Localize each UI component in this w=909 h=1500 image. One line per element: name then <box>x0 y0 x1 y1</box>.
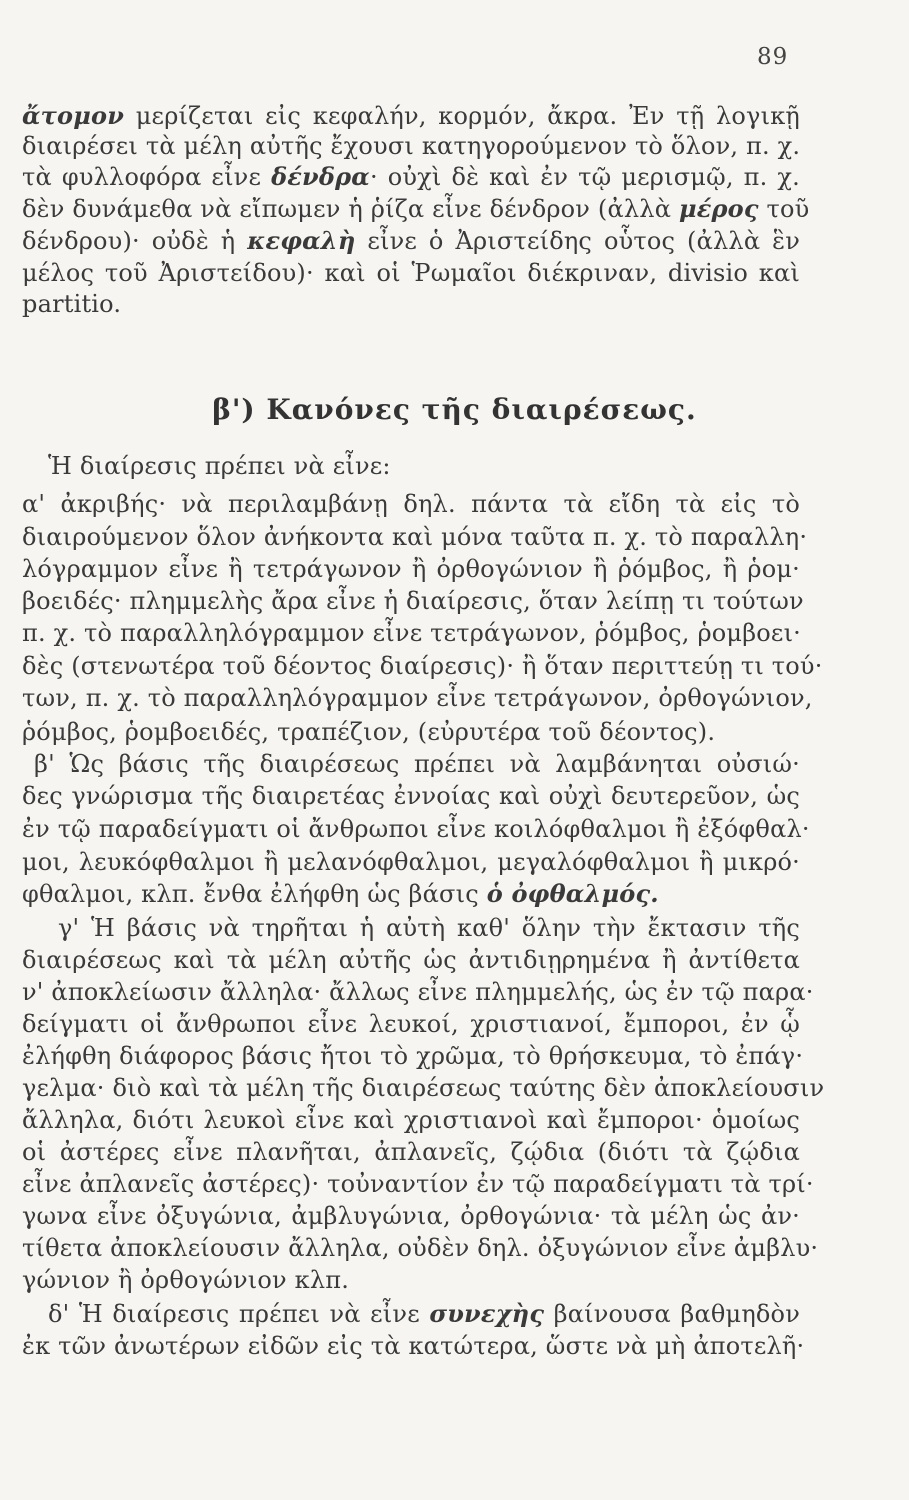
text-run: δένδρου)· οὐδὲ ἡ <box>22 227 248 255</box>
text-run: εἶνε ἀπλανεῖς ἀστέρες)· τοὐναντίον ἐν τῷ παραδείγματι τὰ τρί· <box>22 1170 814 1198</box>
text-run: βαίνουσα βαθμηδὸν <box>544 1300 800 1328</box>
text-line <box>22 682 813 714</box>
text-run: δες γνώρισμα τῆς διαιρετέας ἐννοίας καὶ οὐχὶ δευτερεῦον, ὡς <box>22 782 800 810</box>
text-line <box>48 450 800 482</box>
text-run: ν' ἀποκλείωσιν ἄλληλα· ἄλλως εἶνε πλημμελής, ὡς ἐν τῷ παρα· <box>22 978 814 1006</box>
text-line <box>22 193 810 225</box>
text-line <box>22 1264 800 1296</box>
text-run: φθαλμοι, κλπ. ἔνθα ἐλήφθη ὡς βάσις <box>22 880 487 908</box>
text-line <box>22 521 808 553</box>
text-run: ἄλληλα, διότι λευκοὶ εἶνε καὶ χριστιανοὶ καὶ ἔμποροι· ὁμοίως <box>22 1106 800 1134</box>
text-line <box>22 780 800 812</box>
text-run: γώνιον ἢ ὀρθογώνιον κλπ. <box>22 1266 350 1294</box>
emphasized-term: ὁ ὀφθαλμός. <box>486 879 659 908</box>
text-line <box>22 813 810 845</box>
text-run: δ' Ἡ διαίρεσις πρέπει νὰ εἶνε <box>48 1300 430 1328</box>
text-run: δὲς (στενωτέρα τοῦ δέοντος διαίρεσις)· ἢ ὅταν περιττεύῃ τι τού· <box>22 652 823 680</box>
emphasized-term: συνεχὴς <box>429 1299 545 1328</box>
text-line <box>22 585 804 617</box>
text-run: εἶνε ὁ Ἀριστείδης οὗτος (ἀλλὰ ἓν <box>355 227 800 255</box>
text-run: των, π. χ. τὸ παραλληλόγραμμον εἶνε τετράγωνον, ὀρθογώνιον, <box>22 684 813 712</box>
emphasized-term: ἄτομον <box>22 101 125 130</box>
text-run: partitio. <box>22 290 122 318</box>
text-run: γελμα· διὸ καὶ τὰ μέλη τῆς διαιρέσεως ταύτης δὲν ἀποκλείουσιν <box>22 1074 825 1102</box>
section-heading: β') Κανόνες τῆς διαιρέσεως. <box>212 393 697 426</box>
text-run: λόγραμμον εἶνε ἢ τετράγωνον ἢ ὀρθογώνιον ἢ ῥόμβος, ἢ ῥομ· <box>22 555 800 583</box>
text-line <box>22 288 800 320</box>
text-line <box>22 846 800 878</box>
text-run: ἐλήφθη διάφορος βάσις ἤτοι τὸ χρῶμα, τὸ θρήσκευμα, τὸ ἐπάγ· <box>22 1042 804 1070</box>
text-run: τίθετα ἀποκλείουσιν ἄλληλα, οὐδὲν δηλ. ὀξυγώνιον εἶνε ἀμβλυ· <box>22 1234 819 1262</box>
text-run: διαιρούμενον ὅλον ἀνήκοντα καὶ μόνα ταῦτα π. χ. τὸ παραλλη· <box>22 523 808 551</box>
text-run: οἱ ἀστέρες εἶνε πλανῆται, ἀπλανεῖς, ζῴδια (διότι τὰ ζῴδια <box>22 1138 800 1166</box>
text-line <box>22 1040 804 1072</box>
text-line <box>22 161 800 193</box>
text-run: τὰ φυλλοφόρα εἶνε <box>22 163 272 191</box>
emphasized-term: μέρος <box>678 194 759 223</box>
text-line <box>22 650 823 682</box>
text-line <box>34 748 800 780</box>
text-run: α' ἀκριβής· νὰ περιλαμβάνῃ δηλ. πάντα τὰ εἴδη τὰ εἰς τὸ <box>22 490 800 518</box>
text-run: τοῦ <box>758 195 810 223</box>
text-line <box>22 130 800 162</box>
text-line <box>22 225 800 257</box>
emphasized-term: κεφαλὴ <box>247 226 356 255</box>
text-line <box>58 912 800 944</box>
text-run: ῥόμβος, ῥομβοειδές, τραπέζιον, (εὐρυτέρα τοῦ δέοντος). <box>22 718 716 746</box>
text-line <box>22 1136 800 1168</box>
text-run: ἐκ τῶν ἀνωτέρων εἰδῶν εἰς τὰ κατώτερα, ὥστε νὰ μὴ ἀποτελῆ· <box>22 1332 805 1360</box>
text-run: μέλος τοῦ Ἀριστείδου)· καὶ οἱ Ῥωμαῖοι διέκριναν, divisio καὶ <box>22 259 800 287</box>
text-run: γωνα εἶνε ὀξυγώνια, ἀμβλυγώνια, ὀρθογώνια· τὰ μέλη ὡς ἀν· <box>22 1202 800 1230</box>
text-run: διαιρέσει τὰ μέλη αὐτῆς ἔχουσι κατηγορούμενον τὸ ὅλον, π. χ. <box>22 132 801 160</box>
text-run: · οὐχὶ δὲ καὶ ἐν τῷ μερισμῷ, π. χ. <box>369 163 800 191</box>
text-line <box>22 553 800 585</box>
text-line <box>22 1168 814 1200</box>
text-line <box>22 976 814 1008</box>
text-run: βοειδές· πλημμελὴς ἄρα εἶνε ἡ διαίρεσις, ὅταν λείπῃ τι τούτων <box>22 587 804 615</box>
text-run: μερίζεται εἰς κεφαλήν, κορμόν, ἄκρα. Ἐν τῇ λογικῇ <box>124 102 800 130</box>
text-line <box>22 1200 800 1232</box>
text-run: π. χ. τὸ παραλληλόγραμμον εἶνε τετράγωνον, ῥόμβος, ῥομβοει· <box>22 619 802 647</box>
text-run: ἐν τῷ παραδείγματι οἱ ἄνθρωποι εἶνε κοιλόφθαλμοι ἢ ἐξόφθαλ· <box>22 815 810 843</box>
text-line <box>22 1104 800 1136</box>
text-run: διαιρέσεως καὶ τὰ μέλη αὐτῆς ὡς ἀντιδιῃρημένα ἢ ἀντίθετα <box>22 946 800 974</box>
page-number: 89 <box>757 44 789 70</box>
text-run: δὲν δυνάμεθα νὰ εἴπωμεν ἡ ῥίζα εἶνε δένδρον (ἀλλὰ <box>22 195 679 223</box>
text-line <box>22 100 800 132</box>
text-line <box>22 617 800 649</box>
text-line <box>22 1008 800 1040</box>
text-run: Ἡ διαίρεσις πρέπει νὰ εἶνε: <box>48 452 391 480</box>
text-line <box>22 878 800 910</box>
text-line <box>22 944 800 976</box>
text-line <box>22 1072 825 1104</box>
text-line <box>22 488 800 520</box>
text-line <box>48 1298 800 1330</box>
text-run: μοι, λευκόφθαλμοι ἢ μελανόφθαλμοι, μεγαλόφθαλμοι ἢ μικρό· <box>22 848 800 876</box>
text-run: γ' Ἡ βάσις νὰ τηρῆται ἡ αὐτὴ καθ' ὅλην τὴν ἔκτασιν τῆς <box>58 914 800 942</box>
text-line <box>22 257 800 289</box>
text-line <box>22 1330 805 1362</box>
text-run: β' Ὡς βάσις τῆς διαιρέσεως πρέπει νὰ λαμβάνηται οὐσιώ· <box>34 750 800 778</box>
text-run: δείγματι οἱ ἄνθρωποι εἶνε λευκοί, χριστιανοί, ἔμποροι, ἐν ᾧ <box>22 1010 800 1038</box>
text-line <box>22 716 800 748</box>
text-line <box>22 1232 819 1264</box>
emphasized-term: δένδρα <box>271 162 370 191</box>
